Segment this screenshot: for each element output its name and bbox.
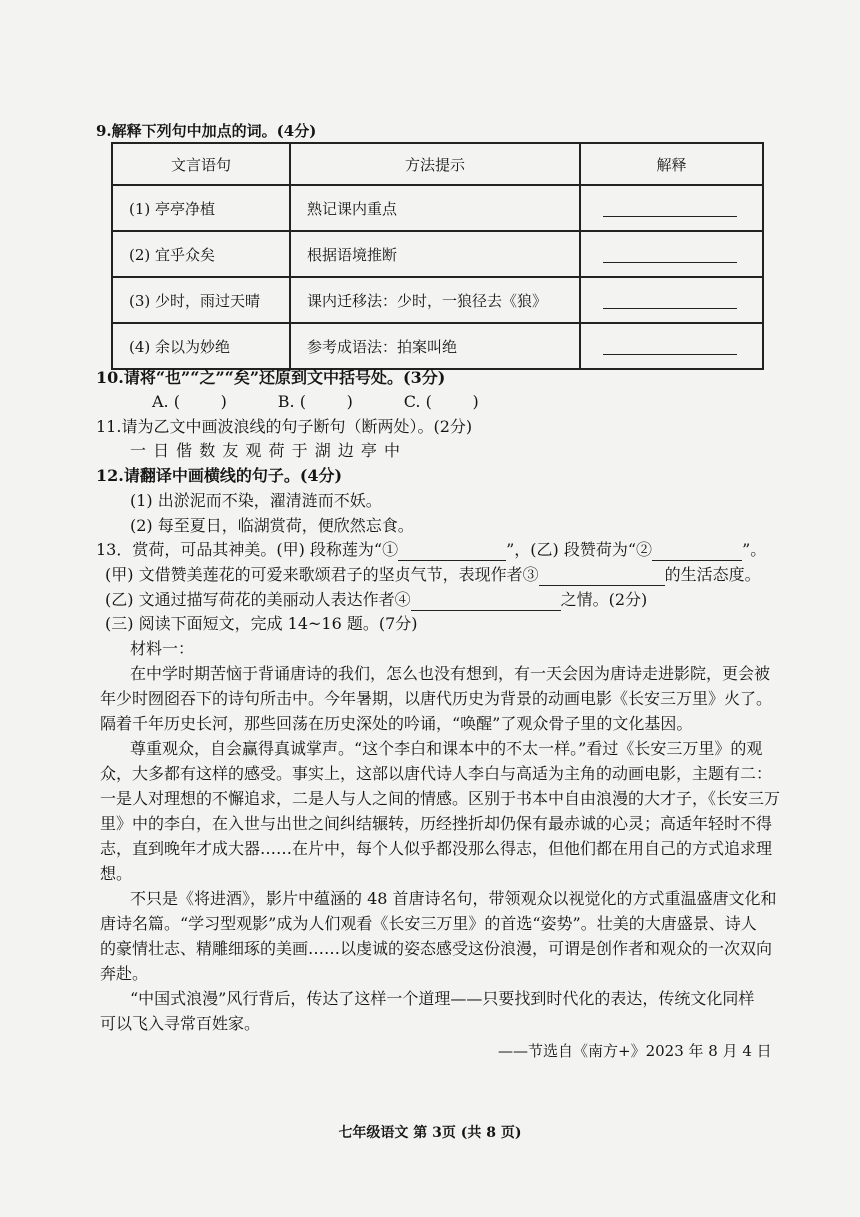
q13-text: ”。 (742, 540, 767, 559)
answer-blank[interactable] (603, 196, 737, 217)
table-row (112, 231, 763, 277)
row-hint: 根据语境推断 (290, 231, 580, 277)
q13-text: (乙) 文通过描写荷花的美丽动人表达作者④ (105, 590, 411, 609)
passage-line: 里》中的李白，在入世与出世之间纠结辗转，历经挫折却仍保有最赤诚的心灵；高适年轻时不得 (100, 814, 773, 833)
answer-cell (580, 185, 763, 231)
header-explain: 解释 (580, 143, 763, 185)
q13-text: ”，(乙) 段赞荷为“② (506, 540, 653, 559)
row-sentence: (4) 余以为妙绝 (112, 323, 290, 369)
passage-line: 的豪情壮志、精雕细琢的美画……以虔诚的姿态感受这份浪漫，可谓是创作者和观众的一次双向 (100, 939, 773, 958)
q13-line-3 (105, 589, 647, 611)
row-hint: 熟记课内重点 (290, 185, 580, 231)
table-row (112, 323, 763, 369)
passage-line: 一是人对理想的不懈追求，二是人与人之间的情感。区别于书本中自由浪漫的大才子，《长安三万 (100, 789, 781, 808)
passage-line: 奔赴。 (100, 964, 149, 983)
passage-line: 在中学时期苦恼于背诵唐诗的我们，怎么也没有想到，有一天会因为唐诗走进影院，更会被 (130, 664, 771, 683)
section-3-title: (三) 阅读下面短文，完成 14~16 题。(7分) (105, 614, 418, 633)
passage-line: 想。 (100, 864, 133, 883)
q13-text: 13．赏荷，可品其神美。(甲) 段称莲为“① (96, 540, 399, 559)
row-sentence: (2) 宜乎众矣 (112, 231, 290, 277)
q11-sentence: 一 日 偕 数 友 观 荷 于 湖 边 亭 中 (130, 441, 401, 460)
passage-line: “中国式浪漫”风行背后，传达了这样一个道理——只要找到时代化的表达，传统文化同样 (130, 989, 755, 1008)
answer-blank-2[interactable] (652, 542, 742, 561)
q9-table (111, 142, 764, 370)
row-hint: 参考成语法：拍案叫绝 (290, 323, 580, 369)
passage-line: 尊重观众，自会赢得真诚掌声。“这个李白和课本中的不太一样。”看过《长安三万里》的观 (130, 739, 763, 758)
header-sentence: 文言语句 (112, 143, 290, 185)
passage-line: 唐诗名篇。“学习型观影”成为人们观看《长安三万里》的首选“姿势”。壮美的大唐盛景、诗人 (100, 914, 757, 933)
q10-options: A. ( ) B. ( ) C. ( ) (152, 392, 479, 411)
q13-text: (甲) 文借赞美莲花的可爱来歌颂君子的坚贞气节，表现作者③ (105, 565, 539, 584)
answer-blank[interactable] (603, 334, 737, 355)
table-row (112, 277, 763, 323)
table-row (112, 185, 763, 231)
q10-title: 10.请将“也”“之”“矣”还原到文中括号处。(3分) (96, 368, 446, 387)
q11-title: 11.请为乙文中画波浪线的句子断句（断两处）。(2分) (96, 417, 473, 436)
answer-blank-1[interactable] (398, 542, 506, 561)
answer-cell (580, 323, 763, 369)
passage-line: 众，大多都有这样的感受。事实上，这部以唐代诗人李白与高适为主角的动画电影，主题有二： (100, 764, 773, 783)
page-footer: 七年级语文 第 3页 (共 8 页) (338, 1125, 522, 1141)
passage-line: 年少时囫囵吞下的诗句所击中。今年暑期，以唐代历史为背景的动画电影《长安三万里》火了。 (100, 689, 773, 708)
passage-line: 志，直到晚年才成大器……在片中，每个人似乎都没那么得志，但他们都在用自己的方式追求理 (100, 839, 773, 858)
q12-sentence-2: (2) 每至夏日，临湖赏荷，便欣然忘食。 (130, 516, 414, 535)
q12-title: 12.请翻译中画横线的句子。(4分) (96, 466, 343, 485)
passage-line: 可以飞入寻常百姓家。 (100, 1014, 261, 1033)
passage-line: 隔着千年历史长河，那些回荡在历史深处的吟诵，“唤醒”了观众骨子里的文化基因。 (100, 714, 693, 733)
material-label: 材料一： (130, 639, 195, 658)
q13-text: 的生活态度。 (664, 565, 761, 584)
answer-blank[interactable] (603, 242, 737, 263)
q12-sentence-1: (1) 出淤泥而不染，濯清涟而不妖。 (130, 491, 382, 510)
q9-title: 9.解释下列句中加点的词。(4分) (96, 122, 317, 140)
header-hint: 方法提示 (290, 143, 580, 185)
q13-text: 之情。(2分) (560, 590, 648, 609)
row-sentence: (1) 亭亭净植 (112, 185, 290, 231)
row-sentence: (3) 少时，雨过天晴 (112, 277, 290, 323)
q13-line-1 (96, 539, 766, 561)
answer-cell (580, 231, 763, 277)
answer-cell (580, 277, 763, 323)
q9-table-header (112, 143, 763, 185)
answer-blank-4[interactable] (411, 592, 561, 611)
answer-blank[interactable] (603, 288, 737, 309)
passage-line: 不只是《将进酒》，影片中蕴涵的 48 首唐诗名句，带领观众以视觉化的方式重温盛唐文化和 (130, 889, 777, 908)
row-hint: 课内迁移法：少时，一狼径去《狼》 (290, 277, 580, 323)
answer-blank-3[interactable] (539, 567, 665, 586)
source-citation: ——节选自《南方+》2023 年 8 月 4 日 (498, 1042, 772, 1060)
q13-line-2 (105, 564, 761, 586)
